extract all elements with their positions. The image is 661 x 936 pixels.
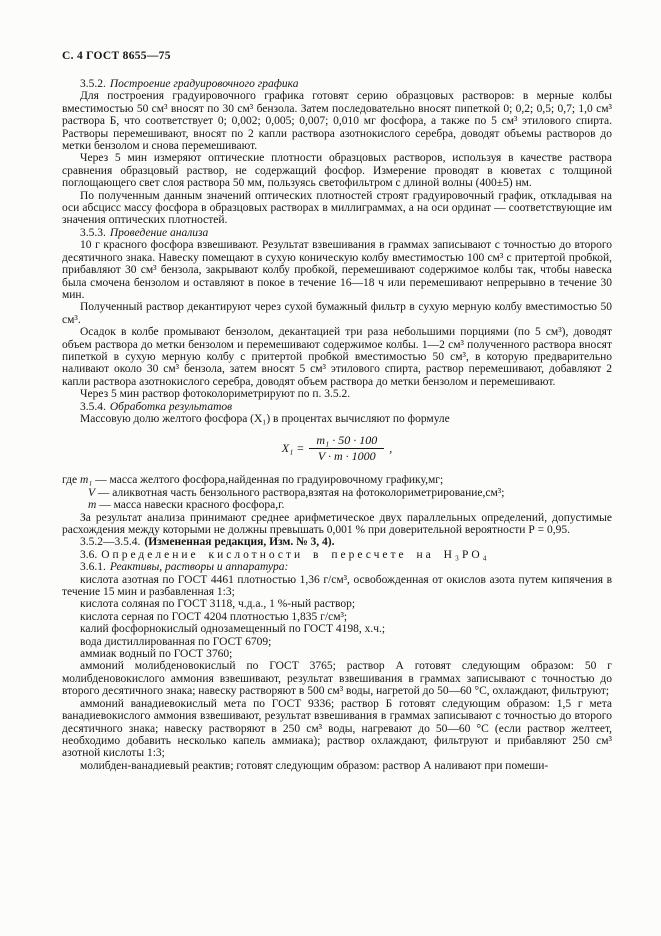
paragraph: За результат анализа принимают среднее арифметическое двух параллельных определений, допустимые расхождения между которыми не должны превышать 0,001 % при доверительной вероятности Р = 0,95. (62, 511, 612, 536)
formula-fraction (309, 434, 384, 463)
section-title: Проведение анализа (109, 226, 209, 239)
paragraph: Через 5 мин измеряют оптические плотности образцовых растворов, используя в качестве раствора сравнения образцовый раствор, не содержащий фосфор. Измерение проводят в кюветах с толщиной поглощающего свет слоя раствора 50 мм, пользуясь светофильтром с длиной волны (400±5) нм. (62, 152, 612, 190)
paragraph: кислота азотная по ГОСТ 4461 плотностью 1,36 г/см³, освобожденная от окислов азота путем кипячения в течение 15 мин и разбавленная 1:3; (62, 573, 612, 599)
section-title: Обработка результатов (109, 400, 233, 413)
definition-lead: где (62, 474, 80, 487)
amendment-range: 3.5.2—3.5.4. (80, 536, 141, 549)
definition-line (62, 487, 612, 499)
section-heading (62, 549, 612, 561)
paragraph: аммоний ванадиевокислый мета по ГОСТ 9336; раствор Б готовят следующим образом: 1,5 г мета ванадиевокислого аммония взвешивают, результат взвешивания в граммах записывают с точностью до второго десятичного знака; навеску растворяют в 250 см³ воды, нагревают до 50—60 °С (если раствор желтеет, необходимо добавить несколько капель аммиака); раствор охлаждают, фильтруют и прибавляют 250 см³ азотной кислоты 1:3; (62, 697, 612, 760)
paragraph: Массовую долю желтого фосфора (X₁) в процентах вычисляют по формуле (80, 412, 450, 425)
formula-numerator: m₁ · 50 · 100 (309, 434, 384, 449)
section-number: 3.5.3. (80, 226, 106, 239)
paragraph: кислота серная по ГОСТ 4204 плотностью 1,835 г/см³; (80, 610, 348, 623)
paragraph: аммоний молибденовокислый по ГОСТ 3765; раствор А готовят следующим образом: 50 г молибденовокислого аммония взвешивают, результат взвешивания в граммах записывают с точностью до второго десятичного знака; навеску растворяют в 500 см³ воды, нагретой до 50—60 °С, охлаждают, фильтруют; (62, 660, 612, 698)
definition-variable: m₁ (79, 474, 93, 487)
section-heading (62, 78, 612, 90)
section-number: 3.5.2. (80, 78, 106, 90)
definition-variable: V (88, 486, 96, 499)
paragraph: Полученный раствор декантируют через сухой бумажный фильтр в сухую мерную колбу вместимостью 50 см³. (62, 301, 612, 326)
formula-suffix: , (389, 441, 393, 456)
definition-text: — аликвотная часть бензольного раствора,взятая на фотоколориметрирование,см³; (95, 486, 505, 499)
section-number: 3.5.4. (80, 400, 106, 413)
section-title: Определение кислотности в пересчете на H₃PO₄ (101, 548, 490, 561)
section-number: 3.6.1. (80, 561, 106, 574)
formula (62, 434, 612, 463)
paragraph: молибден-ванадиевый реактив; готовят следующим образом: раствор А наливают при помеши- (80, 759, 549, 772)
definition-variable: m (88, 499, 97, 512)
paragraph: аммиак водный по ГОСТ 3760; (80, 648, 233, 661)
paragraph: калий фосфорнокислый однозамещенный по ГОСТ 4198, х.ч.; (80, 623, 386, 636)
formula-denominator: V · m · 1000 (317, 449, 376, 464)
section-heading (62, 227, 612, 239)
definition-line (62, 474, 612, 486)
amendment-text: (Измененная редакция, Изм. № 3, 4). (144, 536, 335, 549)
section-title: Реактивы, растворы и аппаратура: (109, 561, 289, 574)
formula-lhs: X₁ = (281, 441, 305, 456)
section-number: 3.6. (80, 548, 98, 561)
paragraph: 10 г красного фосфора взвешивают. Результат взвешивания в граммах записывают с точностью до второго десятичного знака. Навеску помещают в сухую коническую колбу вместимостью 100 см³ с притертой пробкой, прибавляют 30 см³ бензола, закрывают колбу пробкой, перемешивают содержимое колбы так, чтобы навеска была смочена бензолом и оставляют в покое в течение 16—18 ч или перемешивают непрерывно в течение 30 мин. (62, 239, 612, 301)
definition-text: — масса навески красного фосфора,г. (96, 499, 285, 512)
definition-text: — масса желтого фосфора,найденная по градуировочному графику,мг; (92, 474, 444, 487)
paragraph: кислота соляная по ГОСТ 3118, ч.д.а., 1 %-ный раствор; (80, 598, 356, 611)
section-heading (62, 561, 612, 573)
paragraph: Осадок в колбе промывают бензолом, декантацией три раза небольшими порциями (по 5 см³), доводят объем раствора до метки бензолом и перемешивают содержимое колбы. 1—2 см³ полученного раствора вносят пипеткой в сухую мерную колбу с притертой пробкой вместимостью 50 см³, в которую предварительно наливают около 30 см³ бензола, затем вносят 5 см³ этилового спирта, раствор перемешивают, добавляют 2 капли раствора азотнокислого серебра, доводят объем раствора до метки бензолом и перемешивают. (62, 326, 612, 388)
section-heading (62, 401, 612, 413)
section-title: Построение градуировочного графика (109, 78, 299, 90)
page-header: С. 4 ГОСТ 8655—75 (62, 50, 171, 62)
paragraph: Для построения градуировочного графика готовят серию образцовых растворов: в мерные колбы вместимостью 50 см³ вносят по 30 см³ бензола. Затем последовательно вносят пипеткой 0; 0,2; 0,5; 0,7; 1,0 см³ раствора Б, что соответствует 0; 0,002; 0,005; 0,007; 0,010 мг фосфора, а также по 5 см³ этилового спирта. Растворы перемешивают, вносят по 2 капли раствора азотнокислого серебра, доводят объемы растворов до метки бензолом и снова перемешивают. (62, 90, 612, 153)
amendment-note (62, 536, 612, 548)
paragraph: Через 5 мин раствор фотоколориметрируют по п. 3.5.2. (80, 388, 351, 401)
definition-line (62, 499, 612, 511)
paragraph: По полученным данным значений оптических плотностей строят градуировочный график, откладывая на оси абсцисс массу фосфора в образцовых растворах в миллиграммах, а на оси ординат — соответствующие им значения оптических плотностей. (62, 189, 612, 227)
document-content (62, 78, 612, 772)
paragraph: вода дистиллированная по ГОСТ 6709; (80, 635, 272, 648)
